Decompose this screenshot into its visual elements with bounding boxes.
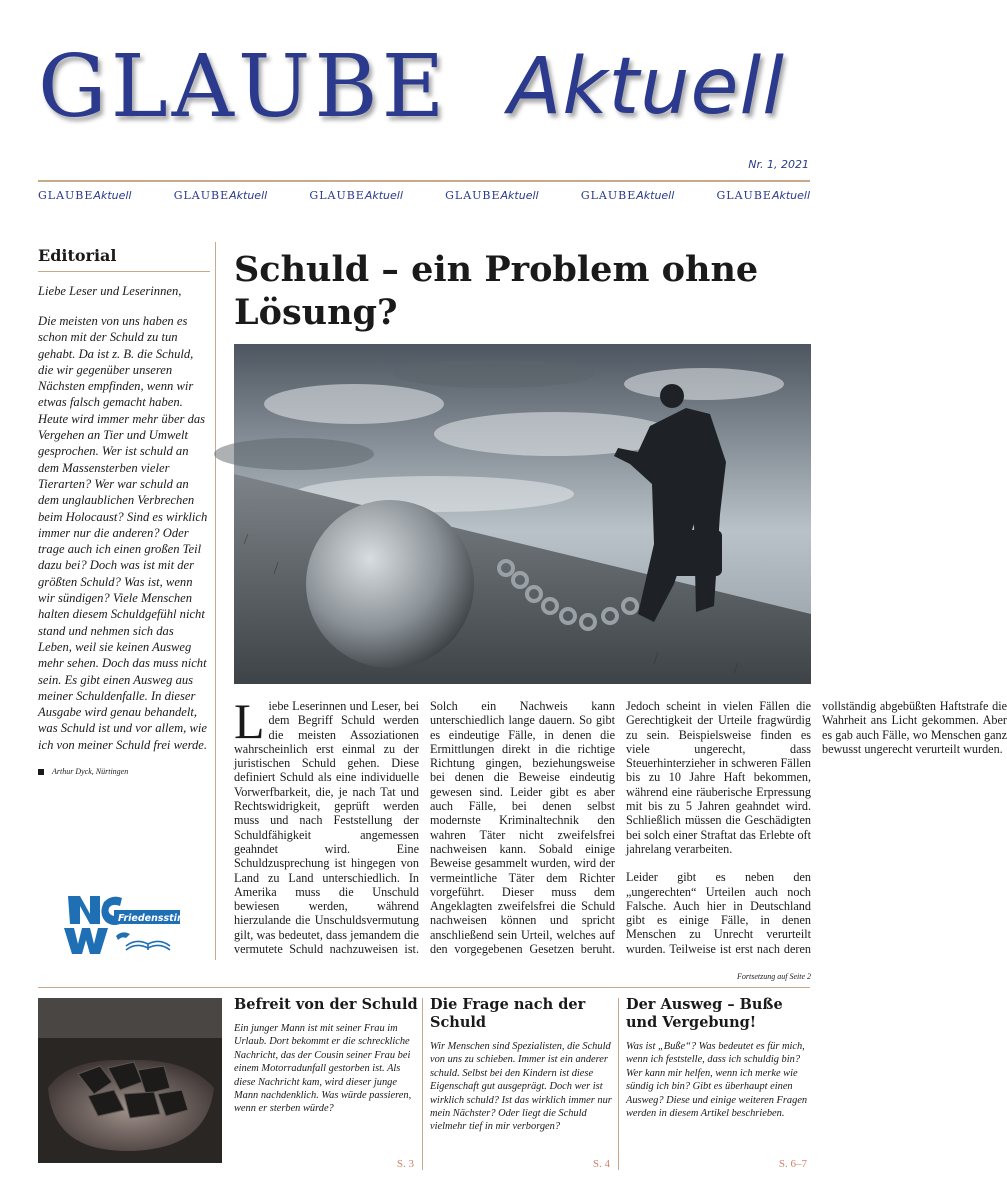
teaser-title: Befreit von der Schuld	[234, 996, 418, 1013]
editorial-greeting: Liebe Leser und Leserinnen,	[38, 284, 182, 298]
article-paragraph: Leider gibt es neben den „ungerechten“ Urteilen auch noch Falsche. Auch hier in Deutschland gibt es einige Fälle, in denen Menschen zu Unrecht verurteilt wurden. Teilweise ist erst nach deren vollständig abgebüßten Haftstrafe die Wahrheit ans Licht gekommen. Aber es gab auch Fälle, wo Menschen ganz bewusst ungerecht verurteilt wurden.	[626, 699, 1007, 956]
article-body	[234, 693, 1007, 959]
issue-number: Nr. 1, 2021	[748, 158, 809, 171]
teaser-page-ref[interactable]: S. 6–7	[778, 1158, 807, 1170]
teaser-title: Der Ausweg – Buße und Vergebung!	[626, 996, 783, 1031]
teaser-text: Ein junger Mann ist mit seiner Frau im Urlaub. Dort bekommt er die schreckliche Nachricht, das der Cousin seiner Frau bei einem Motorradunfall gestorben ist. Als diese Nachricht kam, wird dieser junge Mann nachdenklich. Was würde passieren, wenn er sterben würde?	[234, 1023, 412, 1115]
drop-cap: L	[234, 693, 265, 749]
column-divider	[215, 242, 216, 960]
ribbon-item: GLAUBEAktuell	[445, 189, 539, 202]
masthead	[34, 37, 824, 154]
bullet-square-icon	[38, 769, 44, 775]
teaser-ausweg[interactable]	[626, 996, 811, 1172]
logo-text: Friedensstimme	[118, 913, 204, 924]
article-headline: Schuld – ein Problem ohne Lösung?	[234, 249, 759, 333]
teaser-frage[interactable]	[430, 996, 614, 1172]
teaser-befreit[interactable]	[234, 996, 418, 1172]
hero-image-man-ball-chain	[234, 344, 811, 684]
ribbon-item: GLAUBEAktuell	[716, 189, 810, 202]
article-paragraph: Liebe Leserinnen und Leser, bei dem Begriff Schuld werden die meisten Assoziationen wahrscheinlich erst einmal zu der juristischen Schuld gehen. Diese definiert Schuld als eine individuelle Vorwerfbarkeit, die, je nach Tat und Rechtswidrigkeit, geprüft werden muss und nach Feststellung der Schuldfähigkeit angemessen geahndet wird. Eine Schuldzusprechung ist hingegen von Land zu Land unterschiedlich. In Amerika muss die Unschuld bewiesen werden, während hierzulande die Unschuldsvermutung gilt, was bedeutet, dass jemandem die vermutete Schuld nachzuweisen ist. Solch ein Nachweis kann unterschiedlich lange dauern. So gibt es eindeutige Fälle, in denen die Ermittlungen direkt in die richtige Richtung gingen, beziehungsweise bei denen die Beweise eindeutig gewesen sind. Leider gibt es aber auch Fälle, bei denen selbst modernste Kriminaltechnik den wahren Täter nicht zweifelsfrei nachweisen kann. Sobald einige Beweise gesammelt wurden, wird der vermeintliche Täter dem Richter vorgeführt. Dieser muss dem Angeklagten zweifelsfrei die Schuld nachweisen können und spricht anschließend sein Urteil, welches auf den vorgegebenen Gesetzen beruht. Jedoch scheint in vielen Fällen die Gerechtigkeit der Urteile fragwürdig zu sein. Beispielsweise finden es viele ungerecht, dass Steuerhinterzieher in schweren Fällen bis zu 10 Jahre Haft bekommen, während eine räuberische Erpressung mit bis zu 5 Jahren geahndet wird. Schließlich müssen die Geschädigten bei solch einer Straftat das Erlebte oft jahrelang verarbeiten.	[234, 693, 811, 957]
continued-note: Fortsetzung auf Seite 2	[737, 972, 811, 981]
editorial-author: Arthur Dyck, Nürtingen	[38, 767, 210, 776]
teaser-page-ref[interactable]: S. 4	[592, 1158, 610, 1170]
editorial-body: Die meisten von uns haben es schon mit der Schuld zu tun gehabt. Da ist z. B. die Schuld, die wir gegenüber unseren Nächsten empfinden, wenn wir etwas falsch gemacht haben. Heute wird immer mehr über das Vergehen an Tier und Umwelt gesprochen. Wer ist schuld an dem Massensterben vieler Tierarten? Wer war schuld an dem unglaublichen Verbrechen beim Holocaust? Sind es wirklich immer nur die anderen? Oder trage auch ich einen großen Teil dazu bei? Doch was ist mit der größten Schuld? Was ist, wenn wir sündigen? Viele Menschen halten diesem Schuldgefühl nicht stand und nehmen sich das Leben, weil sie keinen Ausweg mehr sehen. Doch das muss nicht sein. Es gibt einen Ausweg aus meiner Schuldenfalle. In dieser Ausgabe wird genau behandelt, was Schuld ist und vor allem, wie ich von meiner Schuld frei werde.	[38, 314, 208, 752]
masthead-aktuell: Aktuell	[508, 42, 785, 132]
ribbon-item: GLAUBEAktuell	[309, 189, 403, 202]
friedensstimme-logo	[60, 892, 204, 958]
masthead-glaube: GLAUBE	[38, 37, 449, 137]
ribbon-item: GLAUBEAktuell	[38, 189, 132, 202]
teaser-text: Was ist „Buße“? Was bedeutet es für mich, wenn ich feststelle, dass ich schuldig bin? Wer kann mir helfen, wenn ich merke wie sündig ich bin? Gibt es überhaupt einen Ausweg? Diese und einige weiteren Fragen werden in diesem Artikel beschrieben.	[626, 1041, 808, 1120]
ribbon-item: GLAUBEAktuell	[173, 189, 268, 202]
title-ribbon	[38, 189, 810, 202]
section-rule	[38, 987, 810, 988]
teaser-divider	[618, 998, 619, 1170]
teaser-divider	[422, 998, 423, 1170]
teaser-image-hands-coal	[38, 998, 222, 1163]
editorial-title: Editorial	[38, 246, 210, 272]
editorial-column	[38, 246, 210, 776]
ribbon-item: GLAUBEAktuell	[580, 189, 675, 202]
teaser-title: Die Frage nach der Schuld	[430, 996, 586, 1031]
teaser-text: Wir Menschen sind Spezialisten, die Schuld von uns zu schieben. Immer ist ein anderer schuld. Selbst bei den Kindern ist diese Eigenschaft gut ausgeprägt. Doch wer ist wirklich schuld? Ist das wirklich immer nur mein Nächster? Oder liegt die Schuld vielmehr tief in mir verborgen?	[430, 1041, 612, 1133]
teaser-page-ref[interactable]: S. 3	[396, 1158, 414, 1170]
masthead-rule	[38, 180, 810, 182]
